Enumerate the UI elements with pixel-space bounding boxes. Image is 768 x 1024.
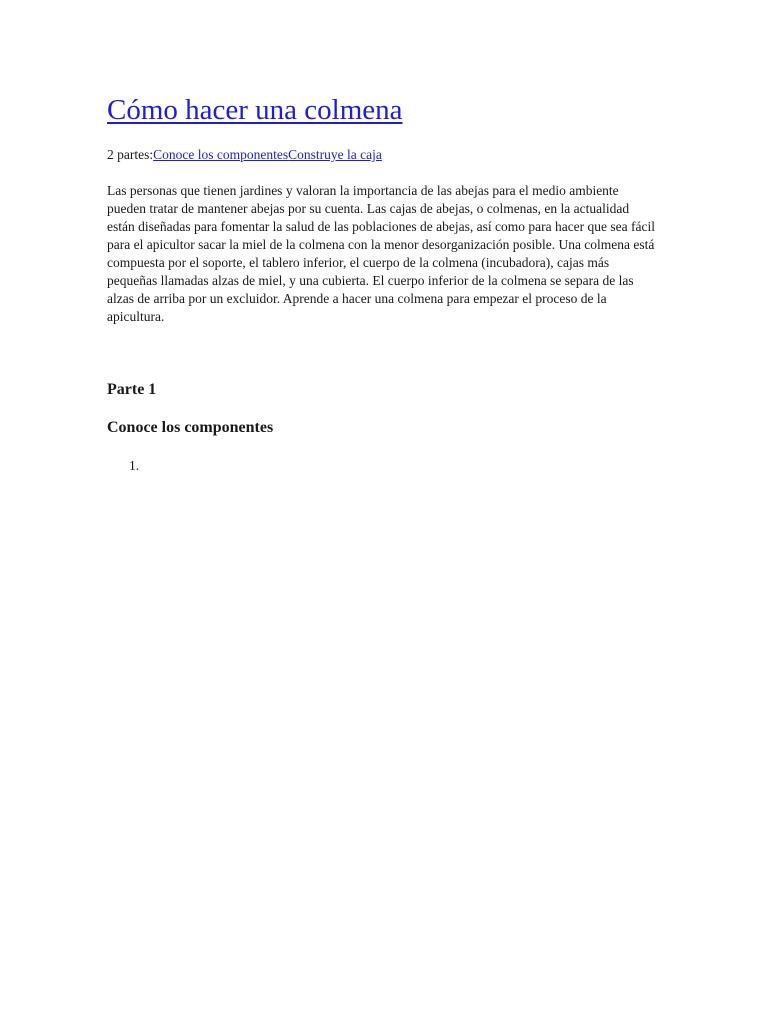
part-heading: Parte 1 — [107, 381, 157, 398]
article-title-link[interactable]: Cómo hacer una colmena — [107, 94, 403, 126]
parts-navigation — [107, 146, 382, 164]
part-link-build-box[interactable]: Construye la caja — [288, 147, 382, 162]
section-heading: Conoce los componentes — [107, 419, 274, 436]
step-number: 1. — [129, 458, 140, 473]
parts-prefix: 2 partes: — [107, 147, 154, 162]
steps-list — [129, 457, 139, 475]
article-title — [107, 92, 403, 128]
part-link-components[interactable]: Conoce los componentes — [153, 147, 289, 162]
intro-paragraph: Las personas que tienen jardines y valoran la importancia de las abejas para el medio ambiente pueden tratar de mantener abejas por su cuenta. Las cajas de abejas, o colmenas, en la actualidad están diseñadas para fomentar la salud de las poblaciones de abejas, así como para hacer que sea fácil para el apicultor sacar la miel de la colmena con la menor desorganización posible. Una colmena está compuesta por el soporte, el tablero inferior, el cuerpo de la colmena (incubadora), cajas más pequeñas llamadas alzas de miel, y una cubierta. El cuerpo inferior de la colmena se separa de las alzas de arriba por un excluidor. Aprende a hacer una colmena para empezar el proceso de la apicultura. — [107, 183, 656, 324]
